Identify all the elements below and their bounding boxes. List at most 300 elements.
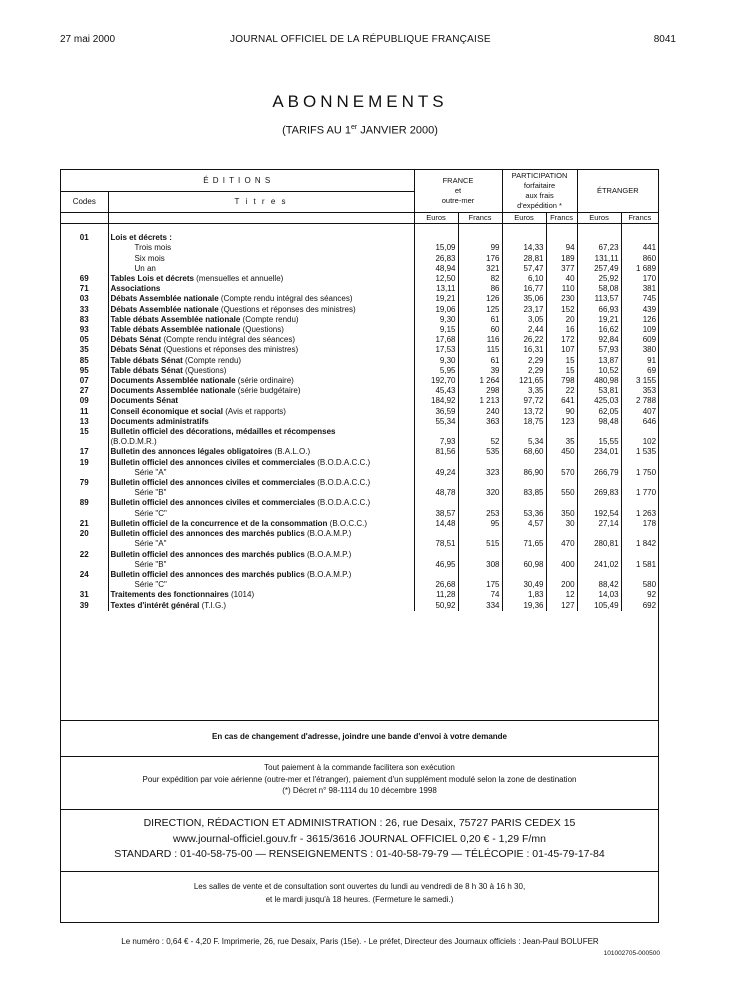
row-title-text: Traitements des fonctionnaires [110,590,229,600]
row-code [61,254,108,264]
row-title [108,468,414,478]
row-value: 81,56 [414,447,458,457]
row-title-text: Table débats Sénat [110,355,183,365]
header-page-number: 8041 [653,34,676,45]
row-value: 105,49 [577,601,621,611]
row-value: 95 [458,519,502,529]
address-notice: En cas de changement d'adresse, joindre une bande d'envoi à votre demande [212,732,507,741]
row-value: 1 770 [621,488,658,498]
row-title [108,407,414,417]
row-value: 86 [458,284,502,294]
table-row [61,284,658,294]
rates-table [61,170,658,611]
row-title [108,478,414,488]
row-value: 110 [546,284,577,294]
row-value [621,427,658,437]
row-value [414,458,458,468]
row-value: 60 [458,325,502,335]
row-value [458,550,502,560]
row-title-text: Documents Assemblée nationale [110,376,236,386]
contact-website: www.journal-officiel.gouv.fr - 3615/3616 JOURNAL OFFICIEL 0,20 € - 1,29 F/mn [173,832,546,845]
header-journal-name: JOURNAL OFFICIEL DE LA RÉPUBLIQUE FRANÇAISE [230,34,491,45]
row-value [502,458,546,468]
row-value: 363 [458,417,502,427]
row-value: 798 [546,376,577,386]
row-code: 13 [79,416,89,426]
row-value: 15 [546,366,577,376]
row-value: 26,22 [502,335,546,345]
row-value: 30 [546,519,577,529]
row-value: 230 [546,294,577,304]
row-title [108,601,414,611]
table-row [61,427,658,437]
row-code: 19 [79,457,89,467]
row-value: 78,51 [414,539,458,549]
row-title [108,315,414,325]
row-title [108,386,414,396]
table-row [61,294,658,304]
payment-notice [61,757,658,802]
row-value: 9,15 [414,325,458,335]
row-value: 23,17 [502,305,546,315]
row-title-text: Table débats Assemblée nationale [110,325,241,335]
row-value [502,529,546,539]
row-code: 95 [79,365,89,375]
contact-info [61,810,658,869]
row-value: 67,23 [577,243,621,253]
row-value: 380 [621,345,658,355]
row-value: 91 [621,356,658,366]
unit-francs-etranger: Francs [621,213,658,224]
row-value [458,224,502,244]
row-code: 17 [79,447,89,457]
row-value: 86,90 [502,468,546,478]
row-value: 19,36 [502,601,546,611]
page-subtitle [0,124,720,137]
row-value: 269,83 [577,488,621,498]
row-value [414,550,458,560]
row-value: 53,81 [577,386,621,396]
row-value: 126 [621,315,658,325]
row-value [546,224,577,244]
row-code: 20 [79,529,89,539]
col-editions: É D I T I O N S [61,170,414,192]
table-row [61,478,658,488]
row-value [577,458,621,468]
row-value [546,570,577,580]
row-value: 61 [458,356,502,366]
row-title-detail: (B.O.C.C.) [327,518,367,528]
row-value: 175 [458,580,502,590]
row-title-text: Débats Sénat [110,335,162,345]
unit-empty-2 [108,213,414,224]
row-value: 1 581 [621,560,658,570]
col-france [414,170,502,213]
hours-box [60,871,659,923]
row-code: 21 [79,518,89,528]
row-value: 580 [621,580,658,590]
col-part-l2: forfaitaire [523,180,556,190]
table-row [61,315,658,325]
row-value: 36,59 [414,407,458,417]
row-value: 62,05 [577,407,621,417]
row-value: 470 [546,539,577,549]
row-title-detail: (B.O.A.M.P.) [304,569,352,579]
table-row [61,264,658,274]
unit-euros-etranger: Euros [577,213,621,224]
table-row [61,274,658,284]
row-value: 60,98 [502,560,546,570]
row-value [458,529,502,539]
row-value: 241,02 [577,560,621,570]
row-title [108,254,414,264]
table-row [61,417,658,427]
row-value: 2,29 [502,366,546,376]
row-value [414,570,458,580]
row-value [546,498,577,508]
row-code: 03 [79,294,89,304]
page-header [60,34,676,50]
row-value: 83,85 [502,488,546,498]
row-value: 692 [621,601,658,611]
row-value: 17,68 [414,335,458,345]
row-title [108,345,414,355]
col-part-l3: aux frais [525,191,554,200]
row-value: 121,65 [502,376,546,386]
table-row [61,601,658,611]
row-title-detail: (Avis et rapports) [222,406,286,416]
row-title [108,539,414,549]
row-value: 35 [546,437,577,447]
row-title-text: Documents administratifs [110,416,209,426]
row-value: 99 [458,243,502,253]
row-title-detail: (série ordinaire) [235,376,294,386]
table-row [61,580,658,590]
row-value: 184,92 [414,396,458,406]
row-code [61,560,108,570]
row-value [546,529,577,539]
row-title-detail: (B.A.L.O.) [272,447,311,457]
row-title-text: (B.O.D.M.R.) [110,437,157,447]
row-title-text: Six mois [134,253,165,263]
table-row [61,335,658,345]
row-value [577,498,621,508]
row-title [108,243,414,253]
row-value: 515 [458,539,502,549]
table-row [61,224,658,244]
unit-francs-part: Francs [546,213,577,224]
row-title-text: Tables Lois et décrets [110,274,194,284]
row-value: 131,11 [577,254,621,264]
payment-line-1: Tout paiement à la commande facilitera son exécution [264,763,455,772]
row-value: 1 689 [621,264,658,274]
row-value [577,550,621,560]
row-value: 46,95 [414,560,458,570]
row-value: 3,05 [502,315,546,325]
unit-row [61,213,658,224]
unit-euros-france: Euros [414,213,458,224]
row-value: 16 [546,325,577,335]
row-value: 425,03 [577,396,621,406]
col-part-l1: PARTICIPATION [511,170,568,180]
row-code: 11 [80,406,89,416]
header-date: 27 mai 2000 [60,34,116,45]
row-value [502,478,546,488]
row-title-text: Bulletin officiel de la concurrence et de la consommation [110,518,328,528]
row-value: 308 [458,560,502,570]
row-value: 5,34 [502,437,546,447]
row-value: 22 [546,386,577,396]
row-value [577,224,621,244]
row-value: 28,81 [502,254,546,264]
row-title [108,427,414,437]
row-value: 570 [546,468,577,478]
row-value: 2,29 [502,356,546,366]
row-value: 1,83 [502,590,546,600]
row-code: 22 [79,549,89,559]
row-value: 1 535 [621,447,658,457]
row-value: 102 [621,437,658,447]
row-title [108,458,414,468]
row-value: 12,50 [414,274,458,284]
row-code: 09 [79,396,89,406]
row-value: 441 [621,243,658,253]
row-value: 176 [458,254,502,264]
row-value: 19,06 [414,305,458,315]
row-value: 9,30 [414,315,458,325]
row-value: 400 [546,560,577,570]
contact-address: DIRECTION, RÉDACTION ET ADMINISTRATION : 26, rue Desaix, 75727 PARIS CEDEX 15 [143,817,576,829]
row-title [108,325,414,335]
row-value: 266,79 [577,468,621,478]
row-title-detail: (T.I.G.) [199,600,227,610]
row-title [108,580,414,590]
row-title-text: Série "C" [134,580,167,590]
row-title-detail: (B.O.D.A.C.C.) [315,498,371,508]
row-title [108,550,414,560]
table-row [61,437,658,447]
row-title-detail: (B.O.A.M.P.) [304,549,352,559]
col-france-l3: outre-mer [441,196,475,206]
row-title-detail: (1014) [228,590,255,600]
row-value [621,478,658,488]
row-value: 15,09 [414,243,458,253]
row-value: 535 [458,447,502,457]
row-value: 1 263 [621,509,658,519]
row-value [621,529,658,539]
row-code: 27 [79,386,89,396]
row-value: 94 [546,243,577,253]
row-title-text: Associations [110,284,161,294]
row-value: 439 [621,305,658,315]
row-value: 50,92 [414,601,458,611]
row-value: 30,49 [502,580,546,590]
row-value: 11,28 [414,590,458,600]
subtitle-sup: er [350,124,358,131]
payment-notice-box [60,756,659,810]
row-title-detail: (Questions) [240,325,284,335]
row-value: 52 [458,437,502,447]
row-value: 13,72 [502,407,546,417]
row-value: 240 [458,407,502,417]
row-value: 321 [458,264,502,274]
row-value: 74 [458,590,502,600]
row-value: 45,43 [414,386,458,396]
row-code [61,488,108,498]
row-title-text: Un an [134,263,156,273]
table-row [61,356,658,366]
row-value [414,498,458,508]
row-value: 192,54 [577,509,621,519]
row-title-detail: (Questions et réponses des ministres) [161,345,299,355]
row-value [502,570,546,580]
row-value: 38,57 [414,509,458,519]
row-value: 39 [458,366,502,376]
row-value: 26,68 [414,580,458,590]
row-title-text: Conseil économique et social [110,406,223,416]
row-value: 480,98 [577,376,621,386]
row-value: 107 [546,345,577,355]
row-value: 10,52 [577,366,621,376]
row-value: 860 [621,254,658,264]
row-value [621,498,658,508]
table-row [61,305,658,315]
payment-line-3: (*) Décret n° 98-1114 du 10 décembre 1998 [282,786,437,795]
table-row [61,519,658,529]
row-value [458,478,502,488]
unit-empty-1 [61,213,108,224]
row-value: 1 213 [458,396,502,406]
row-value: 280,81 [577,539,621,549]
row-value [458,498,502,508]
table-row [61,509,658,519]
row-value: 1 750 [621,468,658,478]
row-value: 25,92 [577,274,621,284]
col-codes: Codes [61,192,108,213]
row-code: 24 [79,569,89,579]
table-row [61,468,658,478]
row-value: 646 [621,417,658,427]
row-value: 6,10 [502,274,546,284]
table-row [61,447,658,457]
row-value: 17,53 [414,345,458,355]
row-value: 178 [621,519,658,529]
subtitle-text-end: JANVIER 2000) [357,124,438,137]
col-france-l1: FRANCE [442,175,474,185]
row-title-detail: (Compte rendu intégral des séances) [218,294,353,304]
row-value: 55,34 [414,417,458,427]
row-title-detail: (B.O.A.M.P.) [304,529,352,539]
row-value: 98,48 [577,417,621,427]
row-value: 125 [458,305,502,315]
row-value: 407 [621,407,658,417]
table-row [61,550,658,560]
row-value [546,427,577,437]
row-title-detail: (Compte rendu intégral des séances) [161,335,296,345]
row-value: 27,14 [577,519,621,529]
col-france-l2: et [454,185,462,195]
table-body [61,224,658,611]
table-row [61,376,658,386]
row-code: 15 [79,427,89,437]
row-title-detail: (Compte rendu) [182,355,242,365]
row-title-text: Bulletin officiel des annonces des marchés publics [110,529,305,539]
row-title-text: Table débats Sénat [110,365,183,375]
row-title [108,417,414,427]
row-value [577,478,621,488]
footer-ref: 101002705-000500 [603,950,660,957]
row-value: 40 [546,274,577,284]
row-code: 79 [79,478,89,488]
row-value: 57,93 [577,345,621,355]
row-value: 353 [621,386,658,396]
table-row [61,529,658,539]
row-value: 320 [458,488,502,498]
contact-box [60,809,659,872]
row-value: 257,49 [577,264,621,274]
row-title-text: Bulletin des annonces légales obligatoires [110,447,273,457]
row-value [621,224,658,244]
row-value: 19,21 [414,294,458,304]
row-title [108,488,414,498]
footer-price: Le numéro : 0,64 € - 4,20 F. Imprimerie, 26, rue Desaix, Paris (15e). - Le préfet, Directeur des Journaux officiels : Jean-Paul BOLUFER [121,937,599,946]
row-code [61,539,108,549]
payment-line-2: Pour expédition par voie aérienne (outre-mer et l'étranger), paiement d'un supplément modulé selon la zone de destination [142,774,577,784]
row-title [108,590,414,600]
opening-hours [61,872,658,914]
table-row [61,243,658,253]
row-value: 109 [621,325,658,335]
row-code: 01 [79,233,89,243]
row-value: 97,72 [502,396,546,406]
row-value: 53,36 [502,509,546,519]
row-title-text: Bulletin officiel des annonces des marchés publics [110,569,305,579]
page-title: ABONNEMENTS [272,92,448,111]
row-title [108,498,414,508]
row-title [108,264,414,274]
row-value: 192,70 [414,376,458,386]
row-value: 450 [546,447,577,457]
row-value: 170 [621,274,658,284]
row-value: 172 [546,335,577,345]
row-value: 90 [546,407,577,417]
contact-phones: STANDARD : 01-40-58-75-00 — RENSEIGNEMENTS : 01-40-58-79-79 — TÉLÉCOPIE : 01-45-79-17-84 [114,848,605,860]
row-value [546,550,577,560]
row-title-text: Lois et décrets : [110,233,172,243]
row-value: 550 [546,488,577,498]
row-title-text: Bulletin officiel des annonces civiles et commerciales [110,478,316,488]
row-title-detail: (Questions) [182,365,227,375]
row-value: 58,08 [577,284,621,294]
row-title [108,224,414,244]
row-value: 3,35 [502,386,546,396]
row-title [108,335,414,345]
row-value [458,427,502,437]
row-value: 71,65 [502,539,546,549]
row-value: 19,21 [577,315,621,325]
row-title [108,366,414,376]
row-title-detail: (B.O.D.A.C.C.) [315,457,371,467]
row-title [108,529,414,539]
row-title [108,447,414,457]
header-row-1 [61,170,658,192]
col-titres: T i t r e s [108,192,414,213]
row-value: 641 [546,396,577,406]
row-value: 2,44 [502,325,546,335]
row-title-text: Série "C" [134,508,167,518]
row-value: 745 [621,294,658,304]
row-value: 116 [458,335,502,345]
